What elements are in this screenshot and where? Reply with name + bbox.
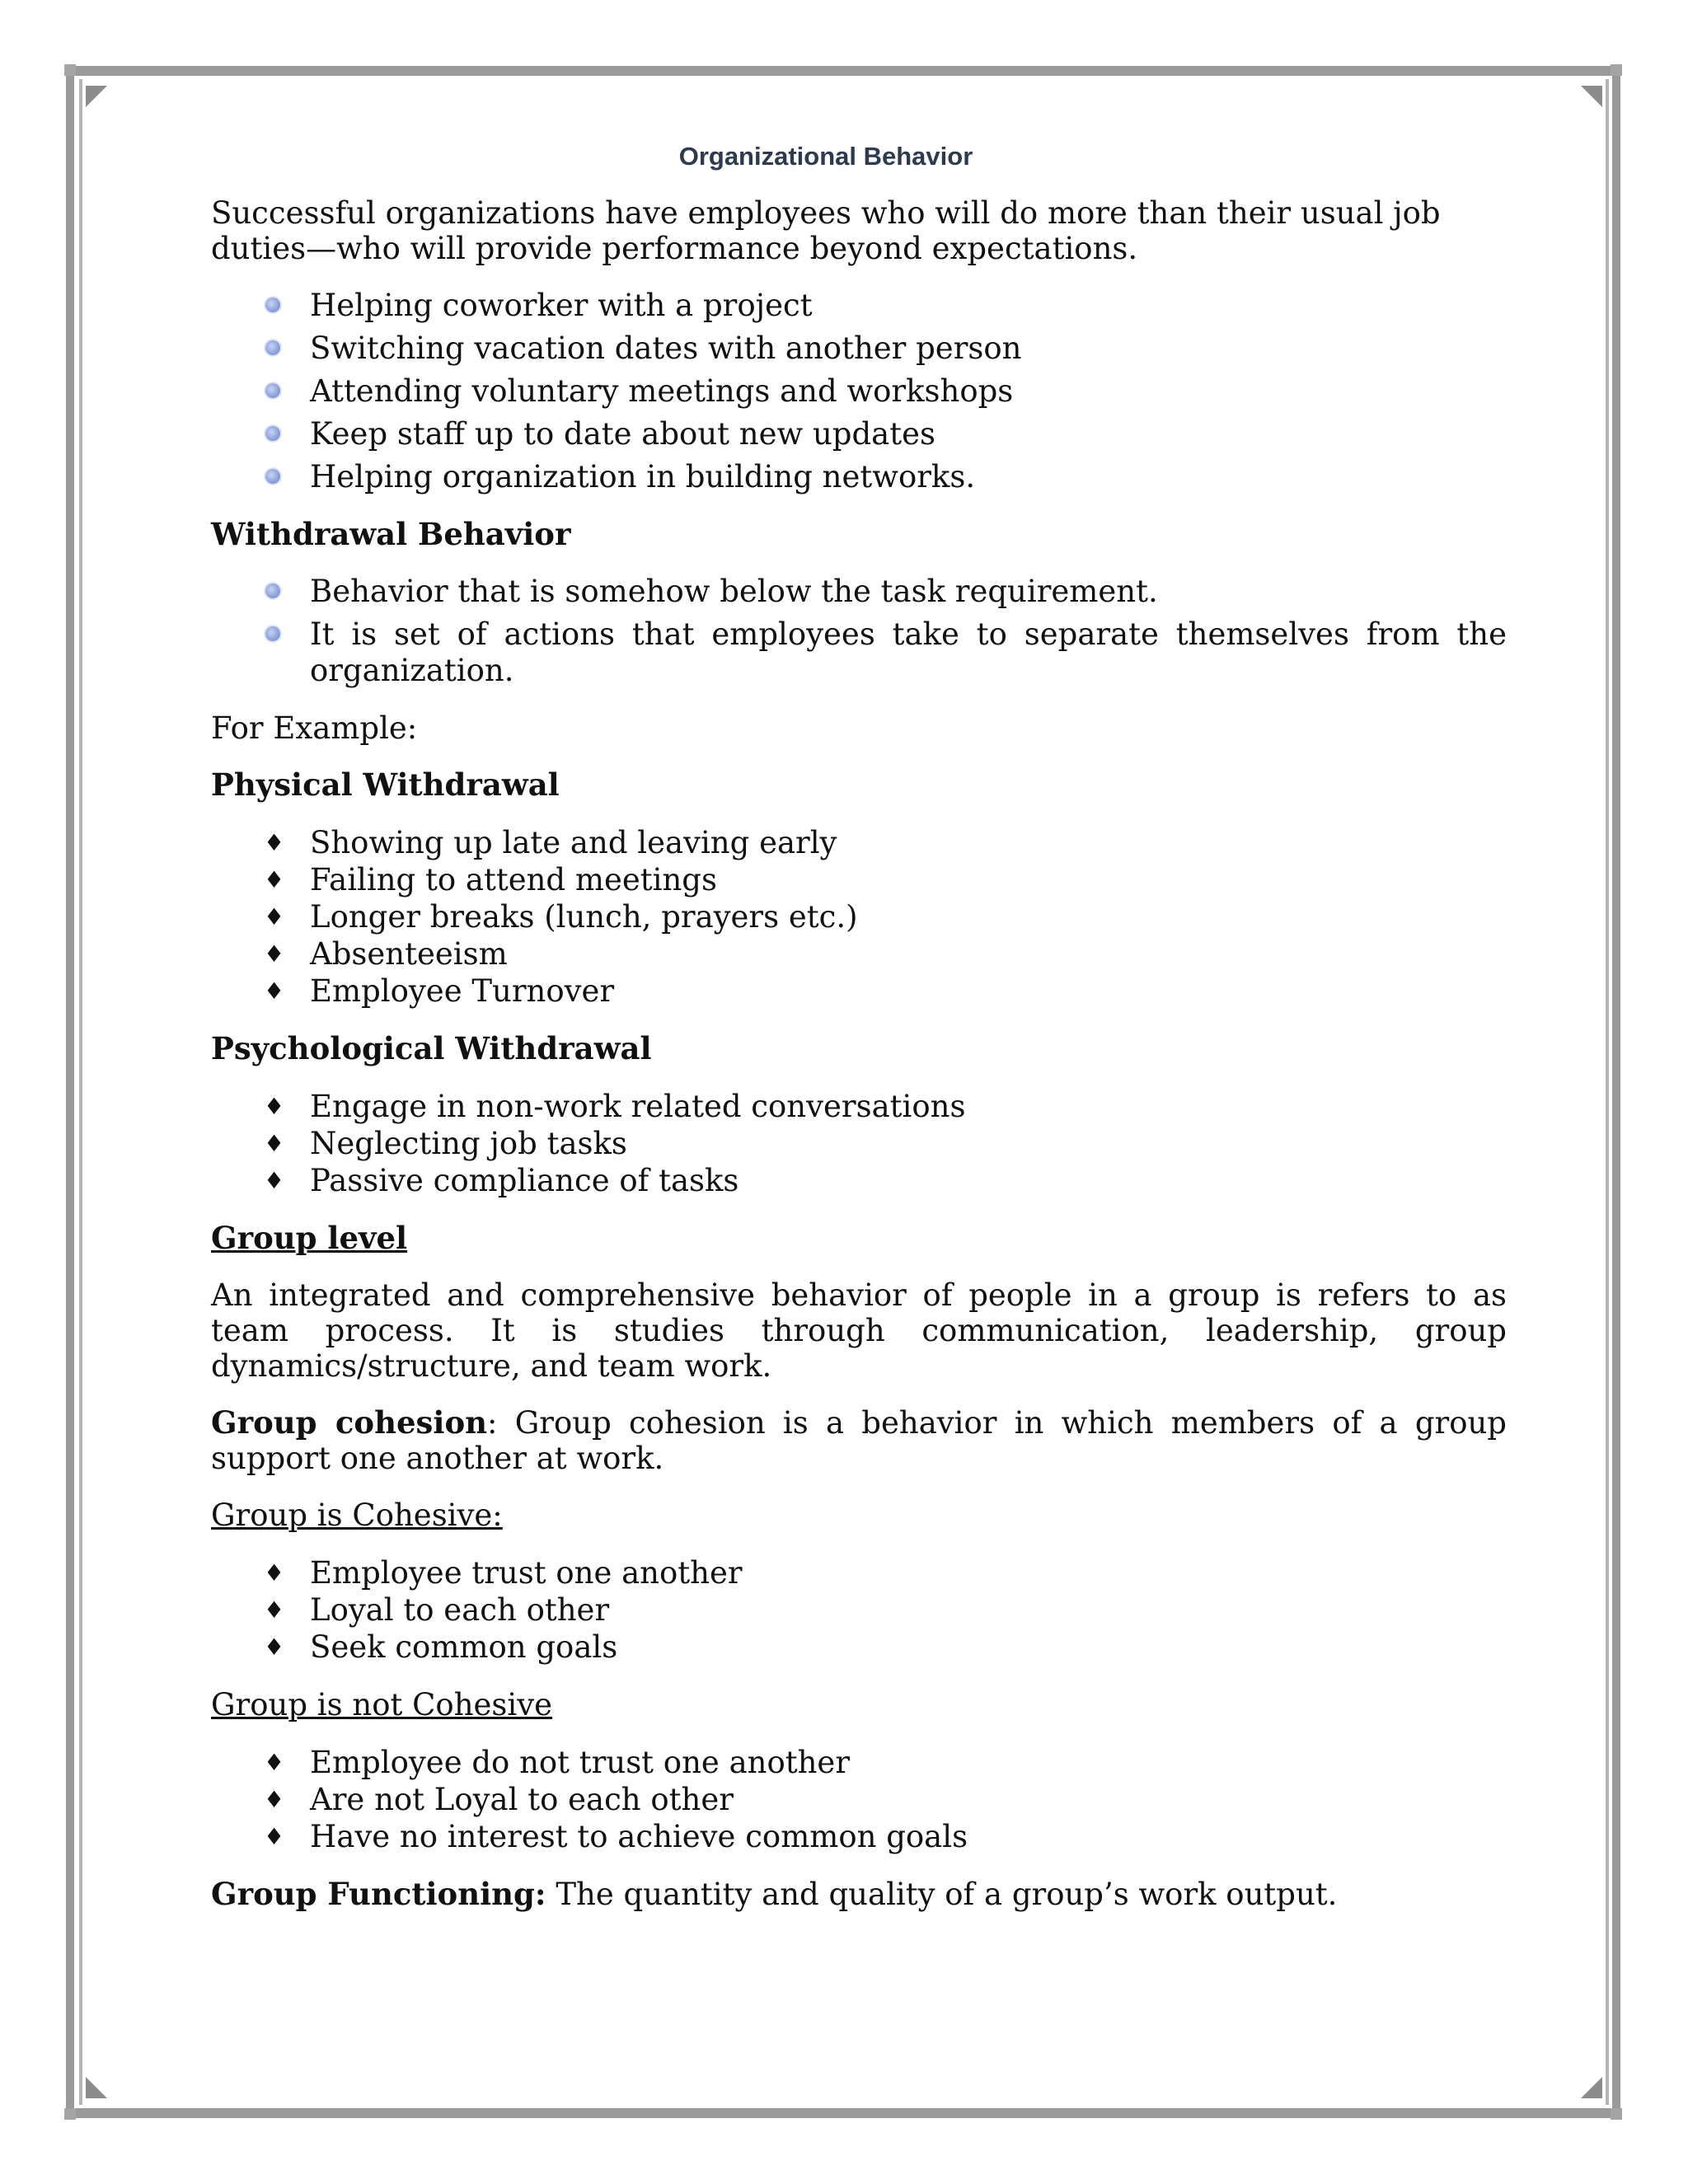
list-item: ♦ Employee trust one another: [264, 1555, 743, 1591]
list-item: ♦ Neglecting job tasks: [264, 1126, 627, 1161]
group-cohesion-term: Group cohesion: [211, 1404, 488, 1441]
circle-bullet-icon: [264, 339, 282, 357]
diamond-bullet-icon: ♦: [264, 866, 285, 893]
list-item: ♦ Absenteeism: [264, 936, 508, 972]
cohesive-heading: Group is Cohesive:: [211, 1497, 503, 1533]
cohesive-list: [211, 1554, 1507, 1666]
corner-triangle: [1581, 86, 1602, 107]
psychological-withdrawal-list: [211, 1088, 1507, 1199]
list-item: Attending voluntary meetings and workshops: [211, 373, 1507, 410]
diamond-bullet-icon: ♦: [264, 1130, 285, 1157]
diamond-bullet-icon: ♦: [264, 829, 285, 856]
diamond-bullet-icon: ♦: [264, 1633, 285, 1661]
diamond-bullet-icon: ♦: [264, 903, 285, 930]
list-item: Helping coworker with a project: [211, 288, 1507, 324]
diamond-bullet-icon: ♦: [264, 1596, 285, 1624]
list-item: ♦ Are not Loyal to each other: [264, 1782, 734, 1817]
group-cohesion-paragraph: [211, 1405, 1507, 1476]
corner-triangle: [86, 2077, 107, 2098]
diamond-bullet-icon: ♦: [264, 1823, 285, 1850]
group-functioning-term: Group Functioning:: [211, 1876, 546, 1912]
list-item: Behavior that is somehow below the task requirement.: [211, 574, 1507, 610]
circle-bullet-icon: [264, 625, 282, 643]
example-label: For Example:: [211, 710, 418, 746]
withdrawal-list: [211, 574, 1507, 689]
group-functioning-paragraph: [211, 1877, 1507, 1912]
corner-triangle: [1581, 2077, 1602, 2098]
withdrawal-heading: Withdrawal Behavior: [211, 516, 571, 552]
diamond-bullet-icon: ♦: [264, 1749, 285, 1776]
list-item: ♦ Failing to attend meetings: [264, 862, 717, 898]
group-level-paragraph: An integrated and comprehensive behavior of people in a group is refers to as team process. It is studies through communication, leadership, group dynamics/structure, and team work.: [211, 1277, 1507, 1384]
psychological-withdrawal-heading: Psychological Withdrawal: [211, 1030, 652, 1066]
list-item: Helping organization in building networks.: [211, 459, 1507, 495]
corner-ornament: [1611, 64, 1622, 76]
list-item: ♦ Longer breaks (lunch, prayers etc.): [264, 899, 858, 935]
list-item: Switching vacation dates with another person: [211, 330, 1507, 367]
diamond-bullet-icon: ♦: [264, 1559, 285, 1586]
corner-ornament: [64, 64, 76, 76]
corner-ornament: [64, 2108, 76, 2120]
list-item: Keep staff up to date about new updates: [211, 416, 1507, 452]
corner-triangle: [86, 86, 107, 107]
not-cohesive-heading: Group is not Cohesive: [211, 1687, 553, 1722]
list-item: ♦ Loyal to each other: [264, 1592, 610, 1628]
list-item: ♦ Passive compliance of tasks: [264, 1163, 739, 1198]
list-item: ♦ Employee do not trust one another: [264, 1745, 851, 1780]
circle-bullet-icon: [264, 467, 282, 485]
group-functioning-definition: The quantity and quality of a group’s work output.: [546, 1877, 1338, 1912]
citizenship-list: [211, 288, 1507, 495]
circle-bullet-icon: [264, 296, 282, 314]
diamond-bullet-icon: ♦: [264, 940, 285, 968]
circle-bullet-icon: [264, 424, 282, 443]
list-item: ♦ Have no interest to achieve common goals: [264, 1819, 968, 1854]
circle-bullet-icon: [264, 582, 282, 600]
page-title: Organizational Behavior: [678, 142, 973, 171]
list-item: ♦ Seek common goals: [264, 1629, 618, 1665]
list-item: ♦ Engage in non-work related conversations: [264, 1089, 966, 1124]
circle-bullet-icon: [264, 382, 282, 400]
physical-withdrawal-heading: Physical Withdrawal: [211, 766, 560, 803]
diamond-bullet-icon: ♦: [264, 1786, 285, 1813]
list-item: ♦ Showing up late and leaving early: [264, 825, 837, 860]
corner-ornament: [1611, 2108, 1622, 2120]
not-cohesive-list: [211, 1744, 1507, 1855]
document-body: [211, 132, 1507, 1933]
diamond-bullet-icon: ♦: [264, 1167, 285, 1194]
intro-paragraph: Successful organizations have employees who will do more than their usual job duties—who will provide performance beyond expectations.: [211, 195, 1441, 266]
group-level-heading: Group level: [211, 1220, 408, 1256]
diamond-bullet-icon: ♦: [264, 977, 285, 1005]
list-item: ♦ Employee Turnover: [264, 973, 615, 1009]
list-item: It is set of actions that employees take to separate themselves from the organization.: [211, 616, 1507, 689]
diamond-bullet-icon: ♦: [264, 1093, 285, 1120]
physical-withdrawal-list: [211, 824, 1507, 1010]
group-cohesion-definition: : Group cohesion is a behavior in which members of a group support one another at work.: [211, 1405, 1507, 1476]
